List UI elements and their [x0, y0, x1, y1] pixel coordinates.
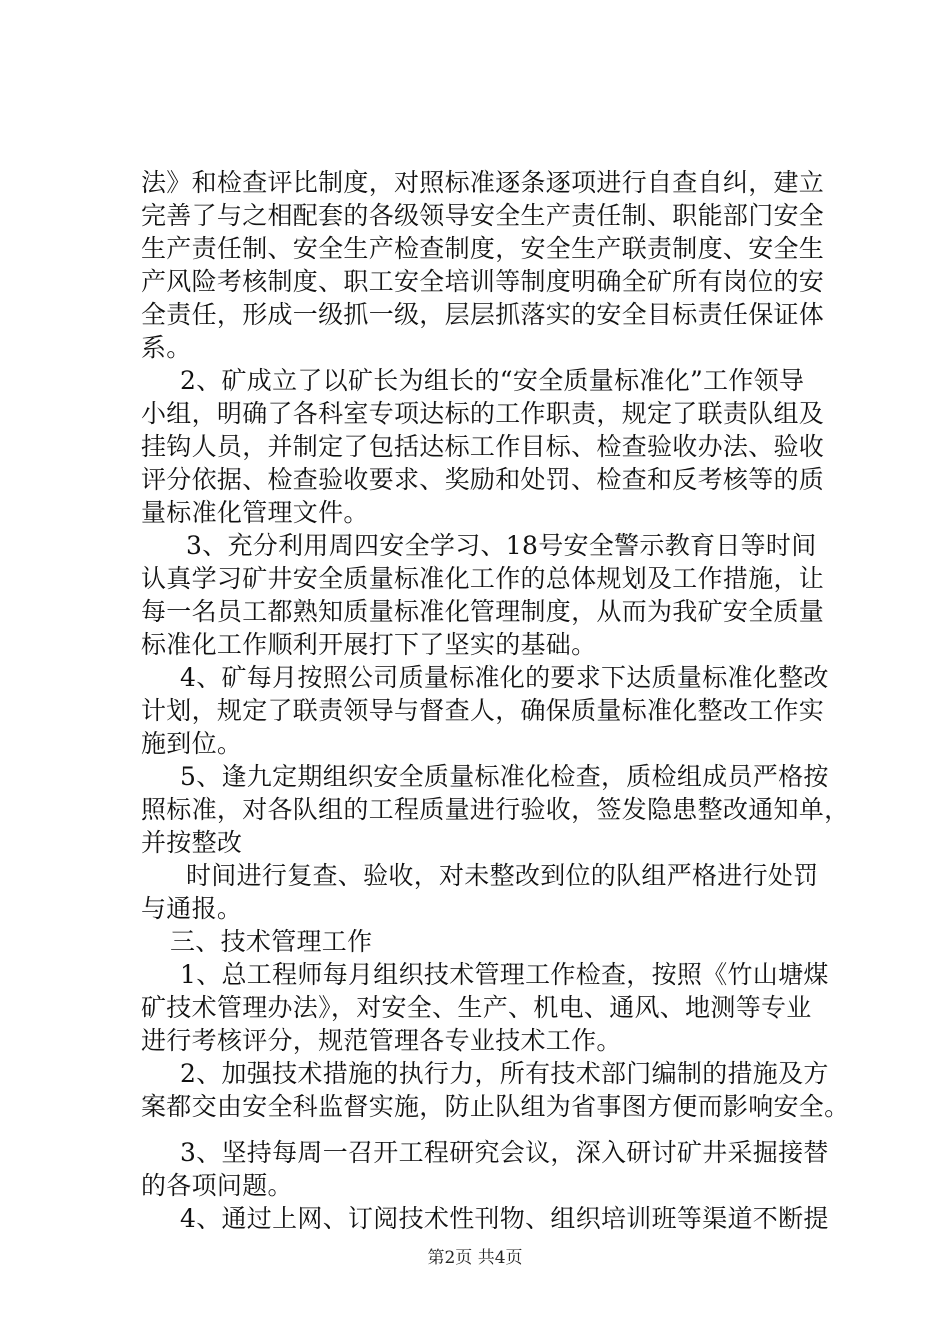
text-line: 案都交由安全科监督实施，防止队组为省事图方便而影响安全。 [141, 1092, 850, 1121]
text-line: 完善了与之相配套的各级领导安全生产责任制、职能部门安全 [141, 201, 825, 230]
text-line: 标准化工作顺利开展打下了坚实的基础。 [141, 630, 597, 659]
text-line: 施到位。 [141, 729, 243, 758]
text-line: 并按整改 [141, 828, 243, 857]
text-line: 5、逢九定期组织安全质量标准化检查，质检组成员严格按 [180, 762, 829, 791]
text-line: 1、总工程师每月组织技术管理工作检查，按照《竹山塘煤 [180, 960, 829, 989]
text-line: 系。 [141, 333, 192, 362]
text-line: 生产责任制、安全生产检查制度，安全生产联责制度、安全生 [141, 234, 825, 263]
text-line: 认真学习矿井安全质量标准化工作的总体规划及工作措施，让 [141, 564, 825, 593]
section-heading: 三、技术管理工作 [170, 927, 373, 956]
text-line: 时间进行复查、验收，对未整改到位的队组严格进行处罚 [186, 861, 819, 890]
text-line: 全责任，形成一级抓一级，层层抓落实的安全目标责任保证体 [141, 300, 825, 329]
text-line: 与通报。 [141, 894, 243, 923]
text-line: 法》和检查评比制度，对照标准逐条逐项进行自查自纠，建立 [141, 168, 825, 197]
text-line: 产风险考核制度、职工安全培训等制度明确全矿所有岗位的安 [141, 267, 825, 296]
text-line: 2、矿成立了以矿长为组长的“安全质量标准化”工作领导 [180, 366, 805, 395]
text-line: 矿技术管理办法》，对安全、生产、机电、通风、地测等专业 [141, 993, 812, 1022]
text-line: 计划，规定了联责领导与督查人，确保质量标准化整改工作实 [141, 696, 825, 725]
text-line: 照标准，对各队组的工程质量进行验收，签发隐患整改通知单， [141, 795, 850, 824]
text-line: 2、加强技术措施的执行力，所有技术部门编制的措施及方 [180, 1059, 829, 1088]
text-line: 3、充分利用周四安全学习、18号安全警示教育日等时间 [186, 531, 817, 560]
text-line: 4、矿每月按照公司质量标准化的要求下达质量标准化整改 [180, 663, 829, 692]
text-line: 3、坚持每周一召开工程研究会议，深入研讨矿井采掘接替 [180, 1138, 829, 1167]
text-line: 4、通过上网、订阅技术性刊物、组织培训班等渠道不断提 [180, 1204, 829, 1233]
text-line: 评分依据、检查验收要求、奖励和处罚、检查和反考核等的质 [141, 465, 825, 494]
text-line: 小组，明确了各科室专项达标的工作职责，规定了联责队组及 [141, 399, 825, 428]
text-line: 每一名员工都熟知质量标准化管理制度，从而为我矿安全质量 [141, 597, 825, 626]
text-line: 量标准化管理文件。 [141, 498, 369, 527]
text-line: 的各项问题。 [141, 1171, 293, 1200]
text-line: 挂钩人员，并制定了包括达标工作目标、检查验收办法、验收 [141, 432, 825, 461]
text-line: 进行考核评分，规范管理各专业技术工作。 [141, 1026, 622, 1055]
page-number-footer: 第2页 共4页 [427, 1248, 523, 1268]
